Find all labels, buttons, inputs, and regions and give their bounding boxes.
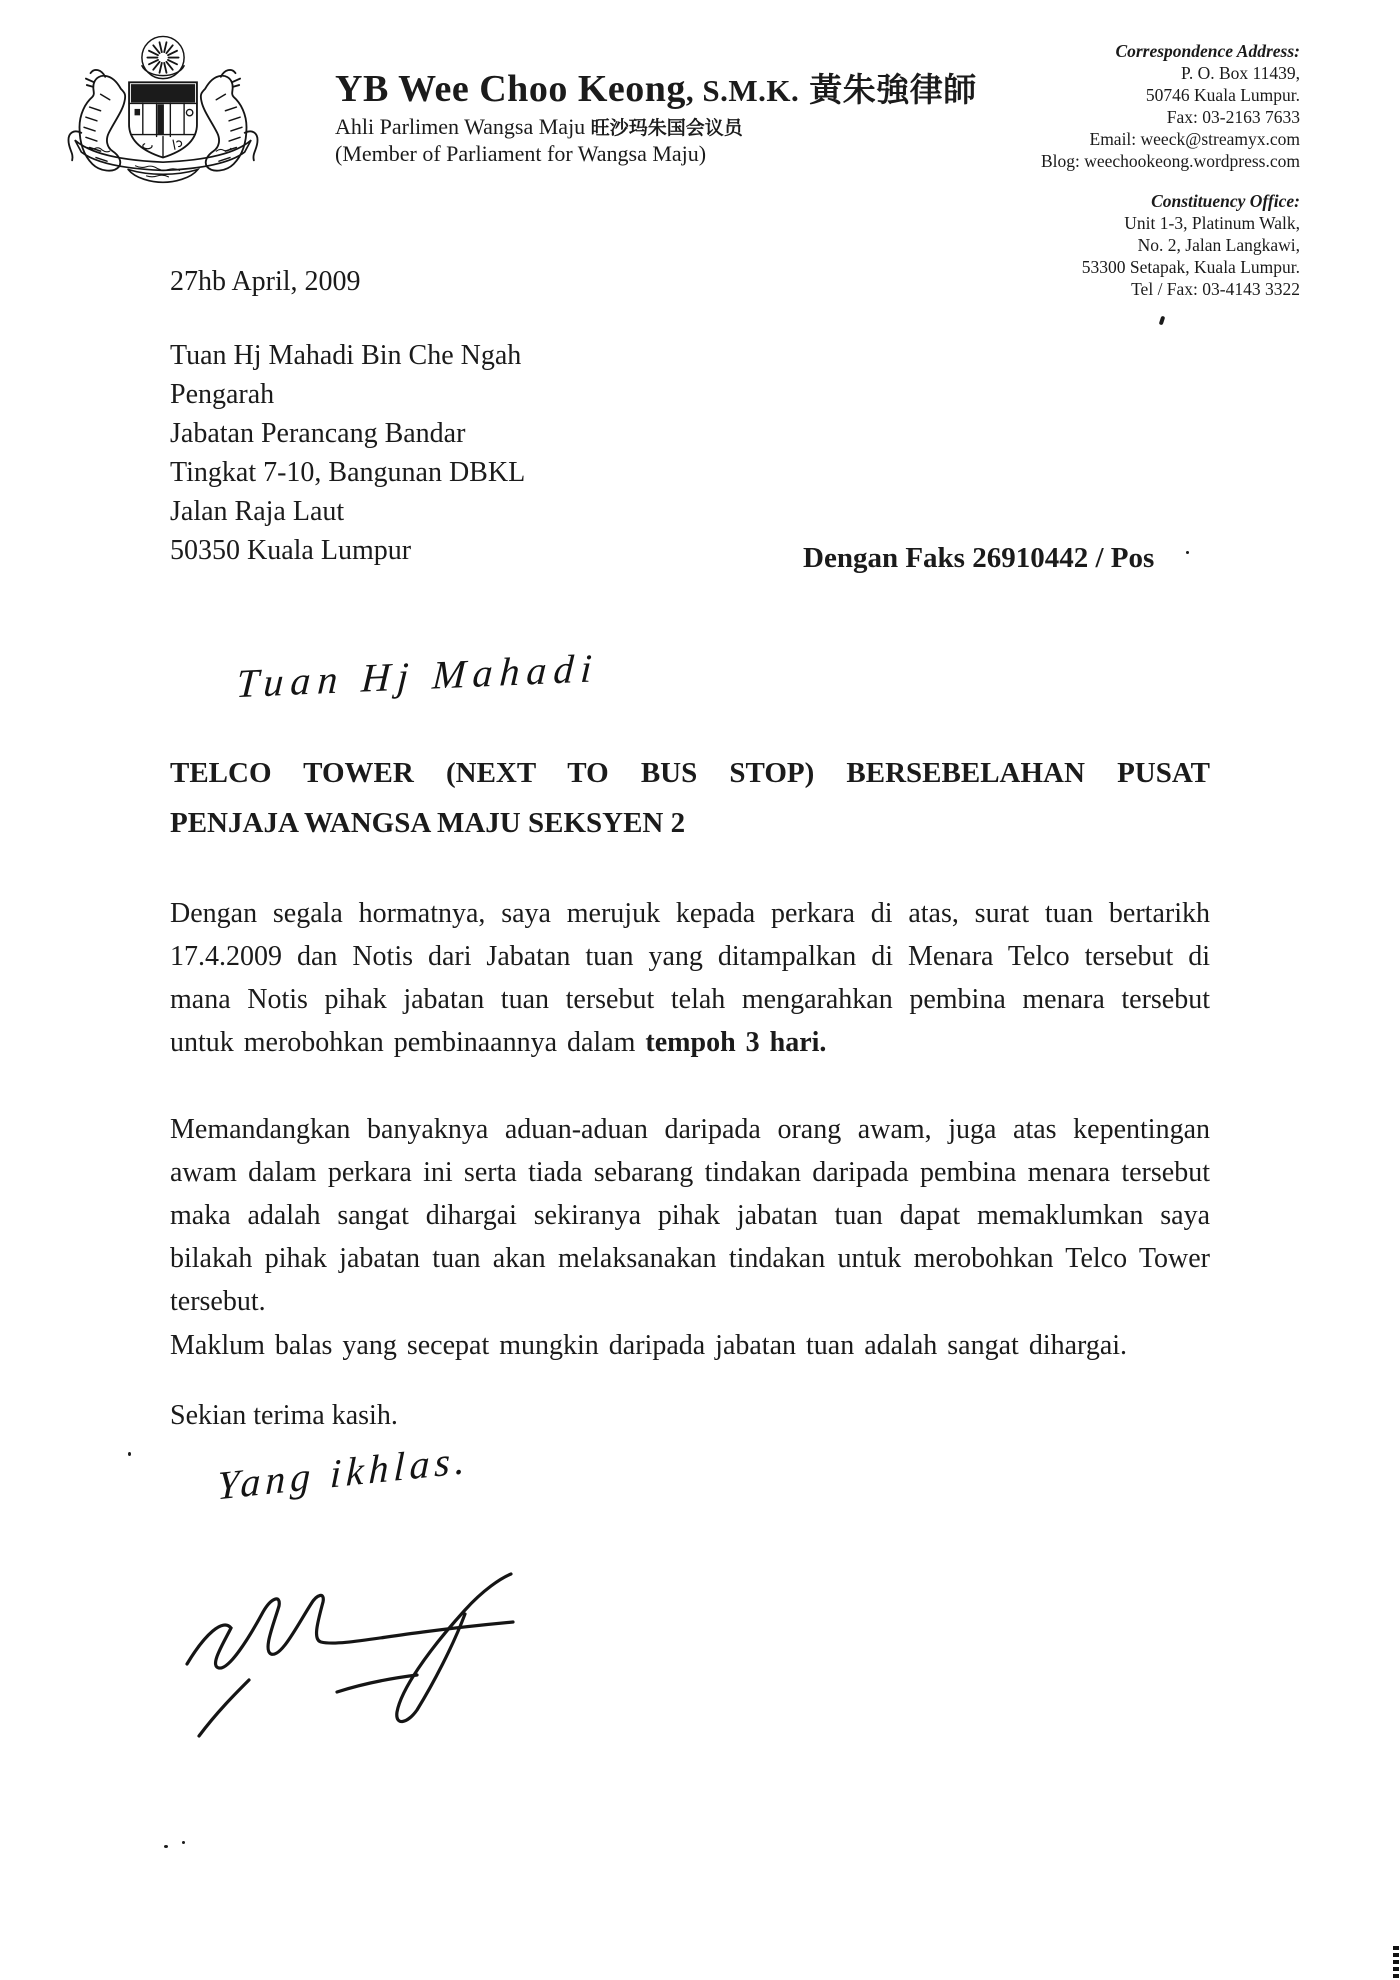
constituency-office-block: [880, 190, 1300, 300]
address-line: Blog: weechookeong.wordpress.com: [1040, 151, 1300, 171]
subject-line-1: TELCO TOWER (NEXT TO BUS STOP) BERSEBELAHAN PUSAT: [170, 757, 1210, 789]
scan-noise-dot: [1159, 316, 1166, 326]
constituency-heading: Constituency Office:: [1151, 191, 1300, 211]
address-line: 50746 Kuala Lumpur.: [1145, 85, 1300, 105]
letter-date: 27hb April, 2009: [170, 266, 361, 297]
address-line: Email: weeck@streamyx.com: [1089, 129, 1300, 149]
subject-heading: [170, 748, 1210, 848]
address-line: Fax: 03-2163 7633: [1166, 107, 1300, 127]
address-line: No. 2, Jalan Langkawi,: [1137, 235, 1300, 255]
mp-name-chinese: 黃朱強律師: [809, 73, 977, 109]
paragraph-1: [170, 892, 1210, 1064]
recipient-line: 50350 Kuala Lumpur: [170, 535, 412, 566]
scan-edge-artifact: [1393, 1946, 1399, 1980]
scan-noise-dot: [1186, 551, 1189, 554]
recipient-line: Tuan Hj Mahadi Bin Che Ngah: [170, 340, 522, 371]
correspondence-address-block: [880, 40, 1300, 172]
paragraph-3: Maklum balas yang secepat mungkin daripada jabatan tuan adalah sangat dihargai.: [170, 1330, 1128, 1361]
recipient-address-block: [170, 336, 525, 570]
scan-noise-dot: [164, 1845, 168, 1848]
address-line: Tel / Fax: 03-4143 3322: [1131, 279, 1300, 299]
address-line: 53300 Setapak, Kuala Lumpur.: [1081, 257, 1300, 277]
handwritten-sign-off: Yang ikhlas.: [216, 1436, 471, 1509]
scan-noise-dot: [128, 1452, 131, 1456]
signature-scribble: [165, 1552, 595, 1752]
address-line: Unit 1-3, Platinum Walk,: [1124, 213, 1300, 233]
handwritten-salutation: Tuan Hj Mahadi: [235, 645, 601, 707]
paragraph-1-text: Dengan segala hormatnya, saya merujuk kepada perkara di atas, surat tuan bertarikh 17.4.2009 dan Notis dari Jabatan tuan yang ditampalkan di Menara Telco tersebut di mana Notis pihak jabatan tuan tersebut telah mengarahkan pembina menara tersebut untuk merobohkan pembinaannya dalam: [170, 898, 1210, 1058]
recipient-line: Pengarah: [170, 379, 275, 410]
correspondence-heading: Correspondence Address:: [1115, 41, 1300, 61]
letterhead-title-malay: [335, 113, 743, 140]
scan-noise-dot: [182, 1841, 185, 1844]
letterhead-title-english: (Member of Parliament for Wangsa Maju): [335, 141, 707, 166]
mp-honorific: , S.M.K.: [685, 73, 800, 108]
paragraph-1-period: .: [819, 1027, 827, 1058]
paragraph-2: Memandangkan banyaknya aduan-aduan daripada orang awam, juga atas kepentingan awam dalam perkara ini serta tiada sebarang tindakan daripada pembina menara tersebut maka adalah sangat dihargai sekiranya pihak jabatan tuan dapat memaklumkan saya bilakah pihak jabatan tuan akan melaksanakan tindakan untuk merobohkan Telco Tower tersebut.: [170, 1114, 1210, 1317]
paragraph-1-bold-phrase: tempoh 3 hari: [645, 1027, 820, 1058]
subject-line-2: PENJAJA WANGSA MAJU SEKSYEN 2: [170, 807, 686, 839]
closing-line: Sekian terima kasih.: [170, 1400, 398, 1431]
malaysia-coat-of-arms-crest: [62, 30, 264, 186]
address-line: P. O. Box 11439,: [1181, 63, 1300, 83]
title-malay-text: Ahli Parlimen Wangsa Maju: [335, 114, 586, 139]
title-chinese: 旺沙玛朱国会议员: [590, 118, 743, 139]
delivery-method-note: Dengan Faks 26910442 / Pos: [803, 542, 1155, 574]
recipient-line: Jalan Raja Laut: [170, 496, 345, 527]
mp-name: YB Wee Choo Keong: [335, 68, 686, 110]
recipient-line: Jabatan Perancang Bandar: [170, 418, 466, 449]
recipient-line: Tingkat 7-10, Bangunan DBKL: [170, 457, 526, 488]
